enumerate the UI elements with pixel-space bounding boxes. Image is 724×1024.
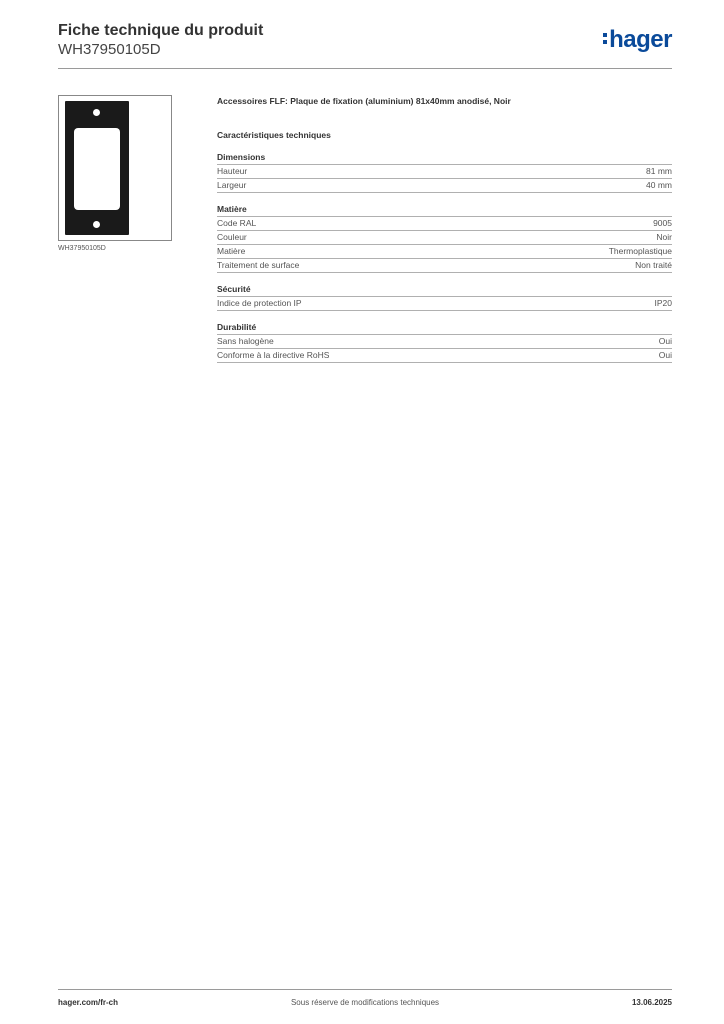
spec-value: Noir bbox=[656, 232, 672, 242]
spec-label: Code RAL bbox=[217, 218, 257, 228]
spec-row bbox=[217, 297, 672, 311]
specs-heading: Caractéristiques techniques bbox=[217, 130, 331, 140]
header-divider bbox=[58, 68, 672, 69]
page-header bbox=[58, 22, 672, 70]
spec-row bbox=[217, 245, 672, 259]
product-image bbox=[58, 95, 172, 241]
footer-divider bbox=[58, 989, 672, 990]
spec-label: Indice de protection IP bbox=[217, 298, 302, 308]
spec-groups bbox=[217, 151, 672, 363]
spec-group bbox=[217, 283, 672, 311]
image-caption: WH37950105D bbox=[58, 245, 106, 252]
product-description: Accessoires FLF: Plaque de fixation (aluminium) 81x40mm anodisé, Noir bbox=[217, 96, 511, 106]
spec-value: 40 mm bbox=[646, 180, 672, 190]
product-code: WH37950105D bbox=[58, 41, 161, 58]
footer-website-link[interactable]: hager.com/fr-ch bbox=[58, 998, 119, 1007]
spec-group-title: Durabilité bbox=[217, 321, 672, 335]
spec-value: IP20 bbox=[654, 298, 672, 308]
screw-hole-bottom bbox=[93, 221, 100, 228]
plate-cutout bbox=[74, 128, 120, 210]
spec-label: Largeur bbox=[217, 180, 247, 190]
spec-group-title: Matière bbox=[217, 203, 672, 217]
spec-row bbox=[217, 165, 672, 179]
spec-row bbox=[217, 259, 672, 273]
logo-text: hager bbox=[609, 26, 672, 53]
spec-value: 9005 bbox=[653, 218, 672, 228]
screw-hole-top bbox=[93, 109, 100, 116]
spec-label: Conforme à la directive RoHS bbox=[217, 350, 330, 360]
spec-group-title: Dimensions bbox=[217, 151, 672, 165]
spec-row bbox=[217, 217, 672, 231]
spec-label: Sans halogène bbox=[217, 336, 274, 346]
spec-label: Hauteur bbox=[217, 166, 248, 176]
spec-row bbox=[217, 179, 672, 193]
spec-value: Non traité bbox=[635, 260, 672, 270]
page-title: Fiche technique du produit bbox=[58, 22, 264, 39]
spec-group bbox=[217, 203, 672, 273]
spec-group bbox=[217, 151, 672, 193]
spec-label: Traitement de surface bbox=[217, 260, 300, 270]
spec-row bbox=[217, 231, 672, 245]
spec-value: Thermoplastique bbox=[608, 246, 672, 256]
hager-logo bbox=[603, 26, 672, 54]
spec-value: Oui bbox=[658, 336, 672, 346]
spec-group bbox=[217, 321, 672, 363]
logo-dots-icon bbox=[603, 33, 607, 47]
spec-content bbox=[217, 95, 672, 363]
spec-group-title: Sécurité bbox=[217, 283, 672, 297]
footer-notice: Sous réserve de modifications techniques bbox=[290, 998, 440, 1007]
spec-row bbox=[217, 335, 672, 349]
spec-row bbox=[217, 349, 672, 363]
spec-label: Matière bbox=[217, 246, 246, 256]
mounting-plate-illustration bbox=[65, 101, 129, 235]
spec-label: Couleur bbox=[217, 232, 247, 242]
spec-value: Oui bbox=[658, 350, 672, 360]
spec-value: 81 mm bbox=[646, 166, 672, 176]
footer-date: 13.06.2025 bbox=[631, 998, 672, 1007]
